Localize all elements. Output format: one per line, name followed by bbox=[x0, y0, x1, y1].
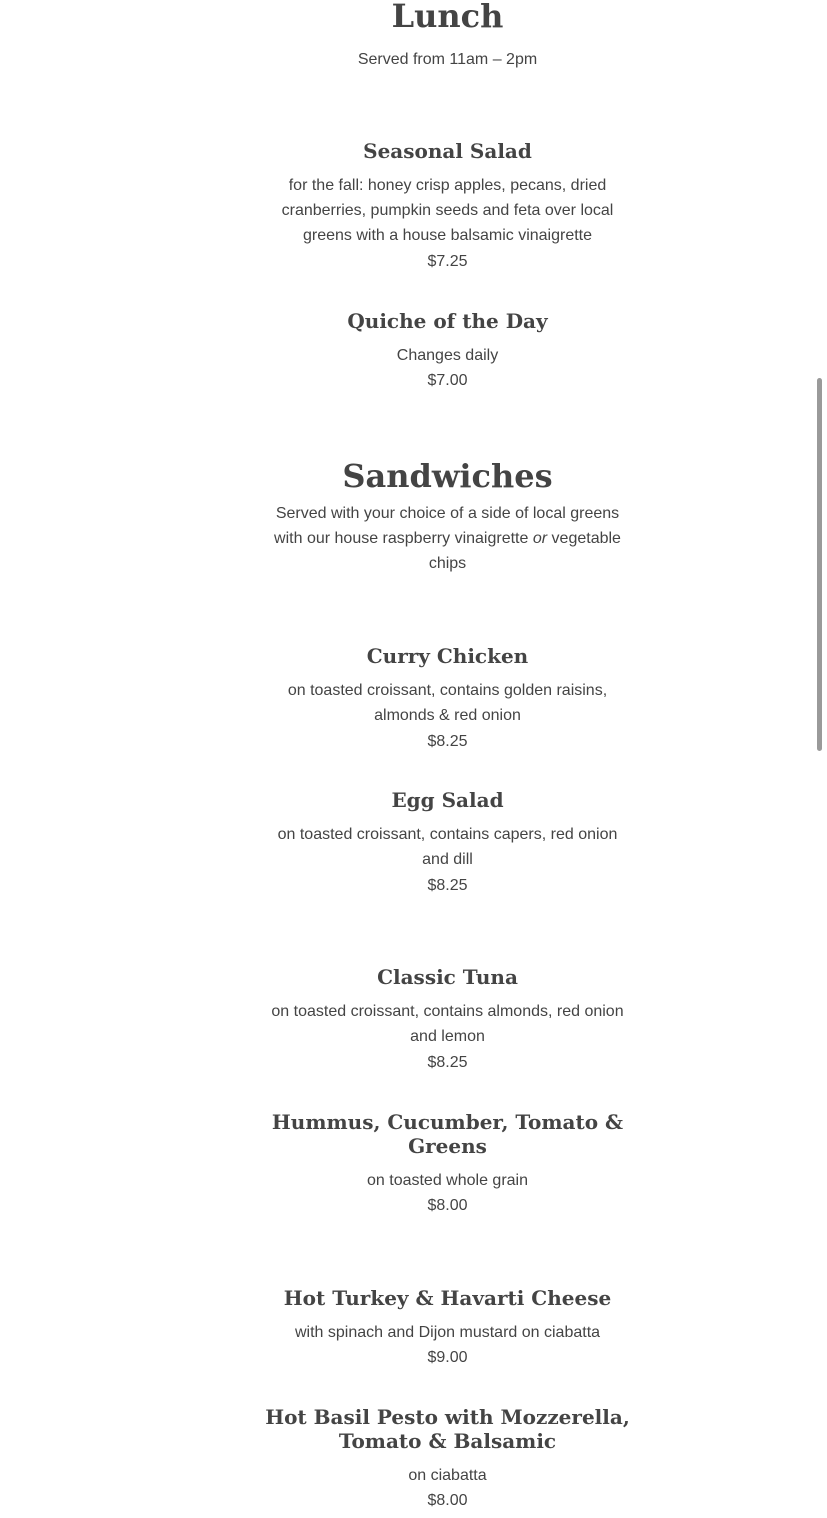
menu-item-description: on toasted whole grain bbox=[367, 1172, 528, 1189]
menu-item-description: on toasted croissant, contains golden raisins, almonds & red onion bbox=[287, 682, 608, 724]
menu-item-price: $8.25 bbox=[427, 1054, 468, 1071]
menu-item-price: $8.00 bbox=[427, 1197, 468, 1214]
menu-item-description: for the fall: honey crisp apples, pecans, dried cranberries, pumpkin seeds and feta over local greens with a house balsamic vinaigrette bbox=[281, 177, 614, 244]
menu-item-description: Changes daily bbox=[396, 347, 499, 364]
menu-item-description: on ciabatta bbox=[408, 1467, 487, 1484]
menu-item-name: Hummus, Cucumber, Tomato & Greens bbox=[271, 1110, 624, 1158]
menu-item-price: $8.25 bbox=[427, 877, 468, 894]
menu-item-description: on toasted croissant, contains capers, red onion and dill bbox=[277, 826, 618, 868]
menu-item-price: $7.00 bbox=[427, 372, 468, 389]
menu-item-name: Seasonal Salad bbox=[363, 139, 532, 163]
lunch-subtitle: Served from 11am – 2pm bbox=[357, 51, 538, 68]
sandwiches-note-text-end: vegetable chips bbox=[428, 530, 621, 572]
menu-item-name: Egg Salad bbox=[391, 788, 504, 812]
menu-item-description: on toasted croissant, contains almonds, red onion and lemon bbox=[271, 1003, 624, 1045]
menu-item-name: Hot Turkey & Havarti Cheese bbox=[283, 1286, 612, 1310]
scrollbar-thumb[interactable] bbox=[817, 378, 822, 751]
sandwiches-note-or: or bbox=[532, 530, 548, 547]
menu-item-name: Hot Basil Pesto with Mozzerella, Tomato & Balsamic bbox=[265, 1405, 630, 1453]
sandwiches-heading: Sandwiches bbox=[342, 457, 553, 495]
menu-item-price: $8.00 bbox=[427, 1492, 468, 1509]
menu-item-name: Classic Tuna bbox=[377, 965, 518, 989]
menu-item-description: with spinach and Dijon mustard on ciabatta bbox=[294, 1324, 601, 1341]
menu-item-price: $8.25 bbox=[427, 733, 468, 750]
menu-item-price: $9.00 bbox=[427, 1349, 468, 1366]
sandwiches-note bbox=[263, 501, 632, 576]
sandwiches-note-text: Served with your choice of a side of local greens with our house raspberry vinaigrette bbox=[274, 505, 620, 547]
lunch-heading: Lunch bbox=[391, 0, 504, 35]
menu-item-name: Curry Chicken bbox=[366, 644, 529, 668]
menu-item-name: Quiche of the Day bbox=[347, 309, 548, 333]
menu-item-price: $7.25 bbox=[427, 253, 468, 270]
